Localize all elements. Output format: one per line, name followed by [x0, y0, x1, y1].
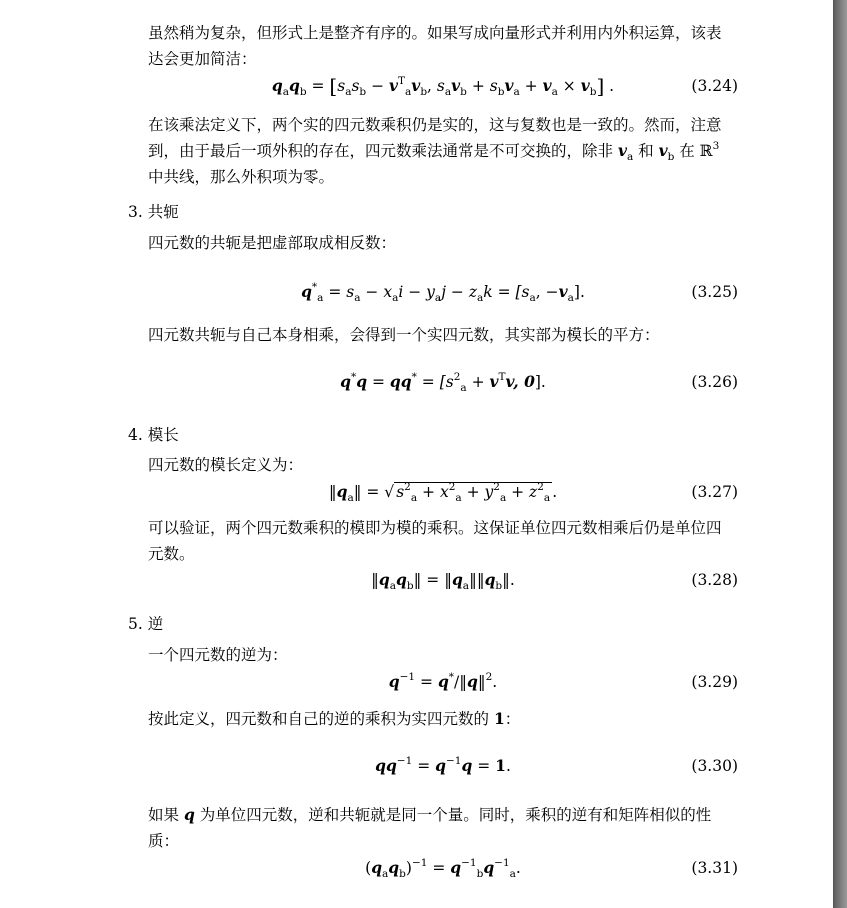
paragraph-conjugate [148, 230, 396, 256]
equation-formula: $q_aq_b = [s_as_b - v^T_av_b$, $s_av_b + s_bv_a + v_a \times v_b$] . [271, 74, 615, 98]
paragraph-inverse-product [148, 706, 520, 732]
equation-formula: $(q_aq_b)^{-1} = q^{-1}_bq^{-1}_a$. [365, 857, 521, 880]
equation-number: (3.31) [691, 859, 738, 877]
text-line: 元数。 [148, 545, 195, 563]
equation-formula: $q^*_a = s_a - x_ai - y_aj - z_ak = [s_a$, $-v_a$]. [301, 281, 585, 304]
equation-formula: $‖q_aq_b‖$ = $‖q_a‖‖q_b‖$. [371, 570, 515, 592]
text-line: 虽然稍为复杂，但形式上是整齐有序的。如果写成向量形式并利用内外积运算，该表 [148, 24, 722, 42]
paragraph-intro [148, 20, 722, 72]
section-heading-conjugate: 3. 共轭 [128, 203, 179, 221]
section-heading-inverse: 5. 逆 [128, 615, 164, 633]
text-line: 在该乘法定义下，两个实的四元数乘积仍是实的，这与复数也是一致的。然而，注意 [148, 116, 722, 134]
paragraph-multiplication [148, 112, 722, 190]
text-line: 四元数共轭与自己本身相乘，会得到一个实四元数，其实部为模长的平方： [148, 326, 660, 344]
text-line: 中共线，那么外积项为零。 [148, 168, 335, 186]
equation-number: (3.27) [691, 483, 738, 501]
page-shadow [834, 0, 847, 908]
equation-number: (3.29) [691, 673, 738, 691]
equation-number: (3.26) [691, 373, 738, 391]
equation-formula: $q^*q = qq^* = [s^2_a + v^Tv$, 0]. [340, 371, 546, 394]
text-line: 达会更加简洁： [148, 50, 257, 68]
equation-formula: $‖q_a‖$ = √ $s^2_a + x^2_a + y^2_a + z^2_a$ . [328, 481, 558, 504]
equation-number: (3.28) [691, 571, 738, 589]
equation-number: (3.30) [691, 757, 738, 775]
paragraph-norm-product [148, 515, 722, 567]
text-line: 四元数的共轭是把虚部取成相反数： [148, 234, 397, 252]
text-line: 如果 q 为单位四元数，逆和共轭就是同一个量。同时，乘积的逆有和矩阵相似的性 [148, 805, 712, 824]
equation-formula: $qq^{-1} = q^{-1}q = 1$. [375, 755, 511, 775]
text-line: 四元数的模长定义为： [148, 456, 304, 474]
text-line: 到，由于最后一项外积的存在，四元数乘法通常是不可交换的，除非 $v_a$ 和 $v_b$ 在 ℝ$^3$ [148, 140, 720, 163]
text-line: 一个四元数的逆为： [148, 646, 288, 664]
paragraph-conjugate-product [148, 322, 660, 348]
text-line: 可以验证，两个四元数乘积的模即为模的乘积。这保证单位四元数相乘后仍是单位四 [148, 519, 722, 537]
equation-formula: $q^{-1}$ = q*/‖q‖$^2$. [388, 671, 498, 691]
paragraph-unit-inverse [148, 802, 711, 854]
equation-number: (3.25) [691, 283, 738, 301]
section-heading-norm: 4. 模长 [128, 426, 179, 444]
text-line: 质： [148, 832, 180, 850]
paragraph-norm [148, 452, 303, 478]
text-line: 按此定义，四元数和自己的逆的乘积为实四元数的 1： [148, 709, 521, 728]
paragraph-inverse [148, 642, 288, 668]
equation-number: (3.24) [691, 77, 738, 95]
